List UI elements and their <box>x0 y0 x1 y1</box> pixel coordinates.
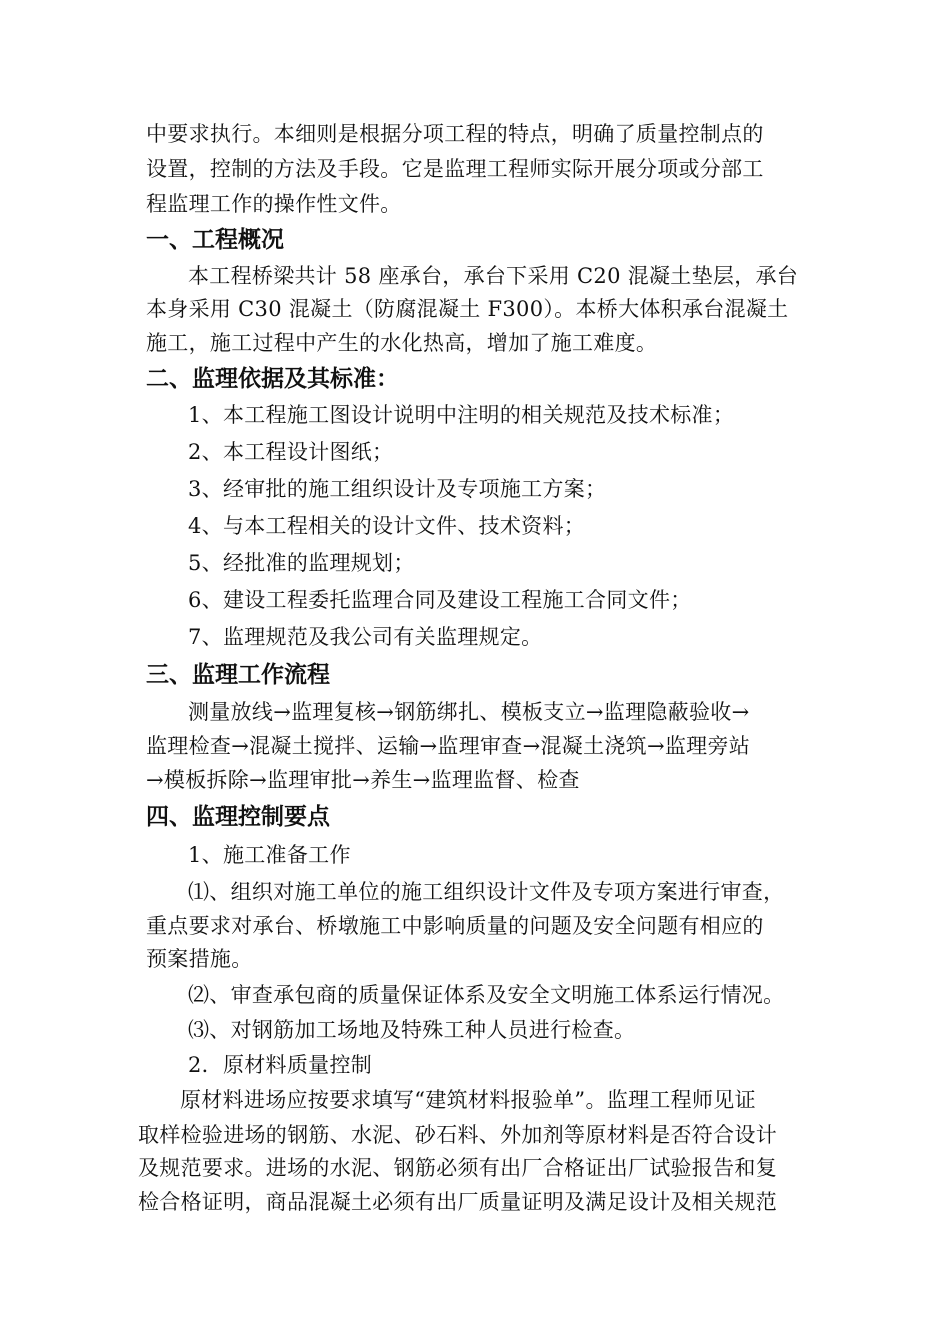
section-2-item-4: 4、与本工程相关的设计文件、技术资料； <box>188 514 586 538</box>
section-2-heading: 二、监理依据及其标准： <box>146 366 399 392</box>
section-3-line-1: 测量放线→监理复核→钢筋绑扎、模板支立→监理隐蔽验收→ <box>188 700 750 724</box>
section-4-sub-1-line-3: 预案措施。 <box>146 947 253 971</box>
section-1-line-2: 本身采用 C30 混凝土（防腐混凝土 F300）。本桥大体积承台混凝土 <box>146 297 789 321</box>
section-4-sub-2-line-2: 取样检验进场的钢筋、水泥、砂石料、外加剂等原材料是否符合设计 <box>138 1123 777 1147</box>
section-1-line-1: 本工程桥梁共计 58 座承台，承台下采用 C20 混凝土垫层，承台 <box>188 264 799 288</box>
intro-line-1: 中要求执行。本细则是根据分项工程的特点，明确了质量控制点的 <box>146 122 764 146</box>
section-4-sub-2-line-3: 及规范要求。进场的水泥、钢筋必须有出厂合格证出厂试验报告和复 <box>138 1156 777 1180</box>
section-3-line-3: →模板拆除→监理审批→养生→监理监督、检查 <box>146 768 580 792</box>
section-2-item-1: 1、本工程施工图设计说明中注明的相关规范及技术标准； <box>188 403 735 427</box>
intro-line-3: 程监理工作的操作性文件。 <box>146 192 402 216</box>
section-2-item-3: 3、经审批的施工组织设计及专项施工方案； <box>188 477 607 501</box>
section-1-heading: 一、工程概况 <box>146 227 284 253</box>
section-4-heading: 四、监理控制要点 <box>146 804 330 830</box>
section-4-sub-2-title: 2．原材料质量控制 <box>188 1053 373 1077</box>
section-3-heading: 三、监理工作流程 <box>146 662 330 688</box>
section-4-sub-2-line-4: 检合格证明，商品混凝土必须有出厂质量证明及满足设计及相关规范 <box>138 1190 777 1214</box>
section-4-sub-2-line-1: 原材料进场应按要求填写“建筑材料报验单”。监理工程师见证 <box>180 1088 756 1112</box>
section-4-sub-1-title: 1、施工准备工作 <box>188 843 351 867</box>
section-3-line-2: 监理检查→混凝土搅拌、运输→监理审查→混凝土浇筑→监理旁站 <box>146 734 751 758</box>
section-2-item-6: 6、建设工程委托监理合同及建设工程施工合同文件； <box>188 588 692 612</box>
section-4-sub-1-line-2: 重点要求对承台、桥墩施工中影响质量的问题及安全问题有相应的 <box>146 914 764 938</box>
section-1-line-3: 施工，施工过程中产生的水化热高，增加了施工难度。 <box>146 331 658 355</box>
section-2-item-5: 5、经批准的监理规划； <box>188 551 415 575</box>
intro-line-2: 设置，控制的方法及手段。它是监理工程师实际开展分项或分部工 <box>146 157 764 181</box>
section-4-sub-1-line-4: ⑵、审查承包商的质量保证体系及安全文明施工体系运行情况。 <box>188 983 785 1007</box>
section-4-sub-1-line-5: ⑶、对钢筋加工场地及特殊工种人员进行检查。 <box>188 1018 636 1042</box>
section-2-item-7: 7、监理规范及我公司有关监理规定。 <box>188 625 543 649</box>
section-4-sub-1-line-1: ⑴、组织对施工单位的施工组织设计文件及专项方案进行审查， <box>188 880 785 904</box>
section-2-item-2: 2、本工程设计图纸； <box>188 440 394 464</box>
